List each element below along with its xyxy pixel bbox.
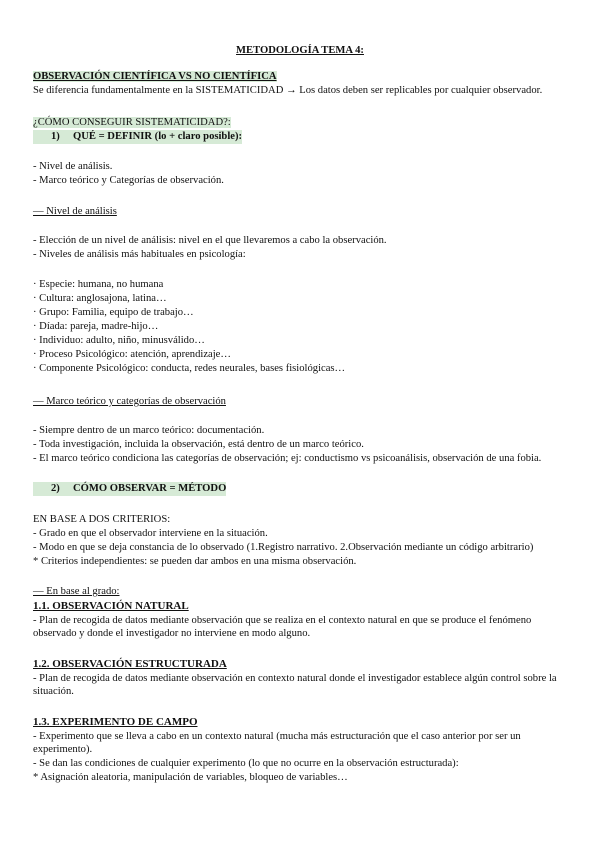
- subsection-text: - Plan de recogida de datos mediante observación que se realiza en el contexto natural en que se produce el fenómeno observado y donde el investigador no interviene en modo alguno.: [33, 614, 532, 640]
- list-item: · Cultura: anglosajona, latina…: [33, 292, 167, 304]
- question-heading: ¿CÓMO CONSEGUIR SISTEMATICIDAD?:: [33, 117, 231, 128]
- list-item: · Grupo: Familia, equipo de trabajo…: [33, 306, 194, 318]
- subsection-title: 1.1. OBSERVACIÓN NATURAL: [33, 600, 189, 612]
- section-observacion: [33, 70, 560, 98]
- list-item: - Elección de un nivel de análisis: nivel en el que llevaremos a cabo la observación.: [33, 235, 387, 246]
- list-item: - Siempre dentro de un marco teórico: documentación.: [33, 425, 265, 436]
- list-item: - Grado en que el observador interviene en la situación.: [33, 527, 268, 539]
- grado-heading: — En base al grado:: [33, 586, 120, 597]
- list-item: - Toda investigación, incluida la observación, está dentro de un marco teórico.: [33, 438, 364, 450]
- section-heading: OBSERVACIÓN CIENTÍFICA VS NO CIENTÍFICA: [33, 71, 277, 82]
- list-item: - Marco teórico y Categorías de observación.: [33, 174, 224, 186]
- section-sistematicidad: [33, 116, 560, 144]
- list-item: - El marco teórico condiciona las categorías de observación; ej: conductismo vs psicoanálisis, observación de una fobia.: [33, 452, 542, 464]
- subsection-text: * Asignación aleatoria, manipulación de variables, bloqueo de variables…: [33, 772, 348, 784]
- subsection-title: 1.3. EXPERIMENTO DE CAMPO: [33, 716, 198, 728]
- marco-items: [33, 424, 560, 466]
- subsection-text: - Se dan las condiciones de cualquier experimento (lo que no ocurre en la observación estructurada):: [33, 758, 459, 770]
- subsection-text: - Experimento que se lleva a cabo en un contexto natural (mucha más estructuración que el caso anterior por ser un experimento).: [33, 730, 521, 756]
- subsection-title: 1.2. OBSERVACIÓN ESTRUCTURADA: [33, 658, 227, 670]
- marco-heading: — Marco teórico y categorías de observación: [33, 396, 226, 407]
- list-item: · Díada: pareja, madre-hijo…: [33, 320, 159, 332]
- list-item: · Proceso Psicológico: atención, aprendizaje…: [33, 348, 231, 360]
- list-item: · Individuo: adulto, niño, minusválido…: [33, 334, 205, 346]
- nivel-heading: — Nivel de análisis: [33, 206, 117, 217]
- criteria-heading: EN BASE A DOS CRITERIOS:: [33, 514, 171, 525]
- list-item: - Modo en que se deja constancia de lo observado (1.Registro narrativo. 2.Observación mediante un código arbitrario): [33, 541, 534, 553]
- section-metodo: [33, 482, 560, 496]
- list-item: · Componente Psicológico: conducta, redes neurales, bases fisiológicas…: [33, 362, 346, 374]
- list-item: · Especie: humana, no humana: [33, 279, 164, 290]
- list-item: - Nivel de análisis.: [33, 161, 113, 172]
- numbered-heading-1: 1) QUÉ = DEFINIR (lo + claro posible):: [33, 130, 242, 144]
- list-item: - Niveles de análisis más habituales en psicología:: [33, 248, 246, 260]
- numbered-heading-2: 2) CÓMO OBSERVAR = MÉTODO: [33, 482, 226, 496]
- subsection-experimento: [33, 715, 560, 785]
- document-title: METODOLOGÍA TEMA 4:: [236, 45, 364, 56]
- nivel-items: [33, 234, 560, 262]
- subsection-natural: [33, 599, 560, 641]
- nivel-levels: [33, 278, 560, 376]
- subsection-estructurada: [33, 657, 560, 699]
- definir-list: [33, 160, 560, 188]
- subsection-text: - Plan de recogida de datos mediante observación en contexto natural donde el investigador establece algún control sobre la situación.: [33, 672, 557, 698]
- section-text: Se diferencia fundamentalmente en la SISTEMATICIDAD → Los datos deben ser replicables por cualquier observador.: [33, 84, 543, 96]
- list-item: * Criterios independientes: se pueden dar ambos en una misma observación.: [33, 555, 357, 567]
- criterios: [33, 513, 560, 569]
